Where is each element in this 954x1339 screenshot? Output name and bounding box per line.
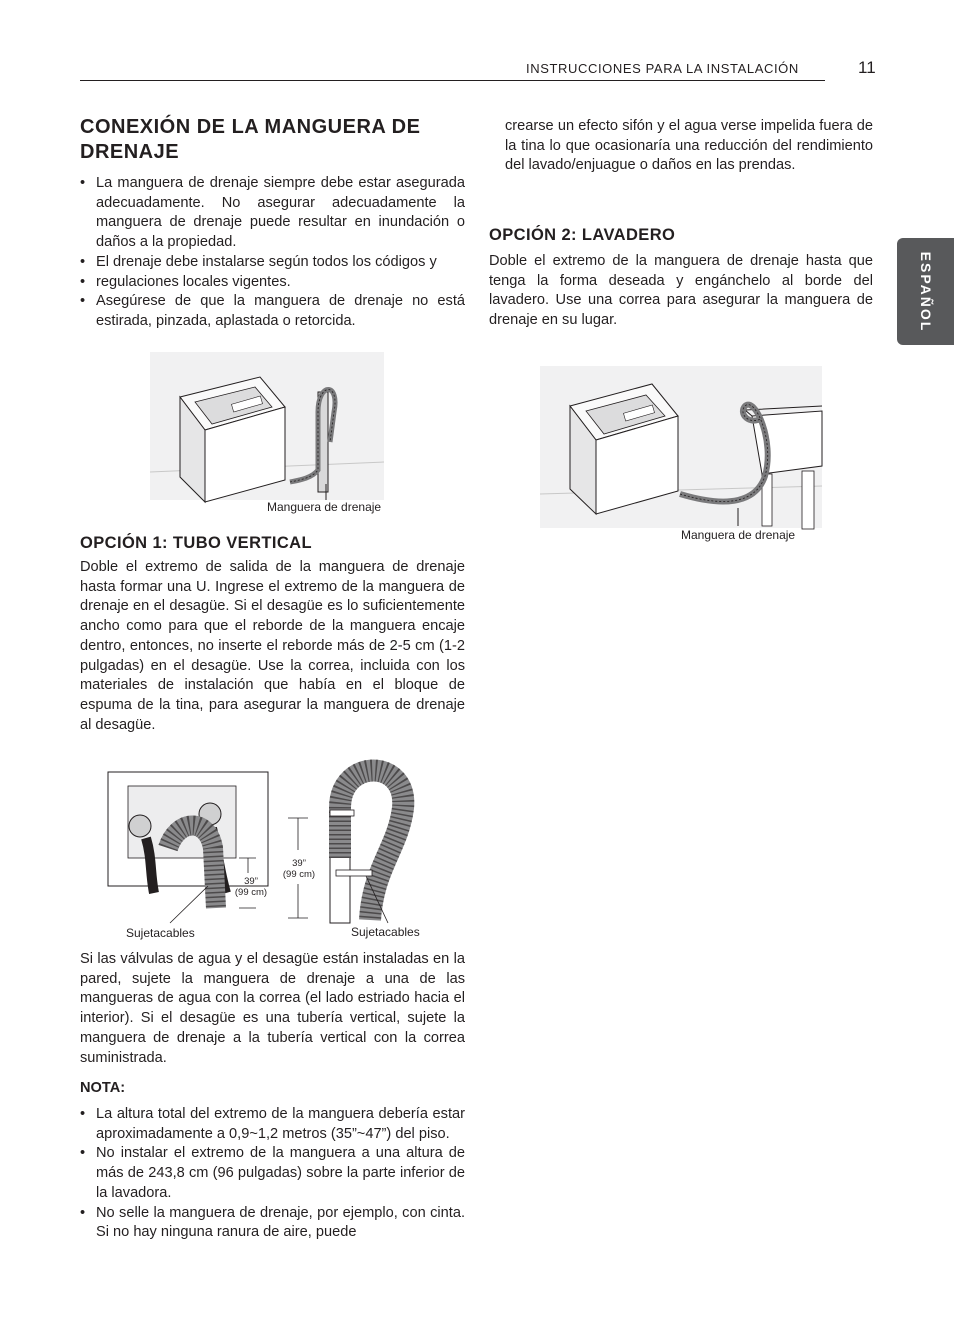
option1-after-text: Si las válvulas de agua y el desagüe están instaladas en la pared, sujete la manguera de drenaje a una de las mangueras de agua con la correa (el lado estriado hacia el interior). Si el desagüe es una tubería vertical, sujete la manguera de drenaje a la tubería vertical con la correa suministrada. (80, 951, 465, 1066)
option2-text: Doble el extremo de la manguera de drenaje hasta que tenga la forma deseada y engánchelo al borde del lavadero. Use una correa para asegurar la manguera de drenaje en su lugar. (489, 253, 873, 329)
figure3-dim-right-cm: (99 cm) (282, 869, 316, 880)
list-item: • La manguera de drenaje siempre debe estar asegurada adecuadamente. No asegurar adecuadamente la manguera de drenaje puede resultar en inundación o daños a la propiedad. (80, 174, 465, 253)
section-heading (80, 115, 470, 165)
washer-laundry-tub-illustration (540, 366, 822, 531)
hose-clamp-illustration (108, 758, 468, 923)
list-item: • No instalar el extremo de la manguera a una altura de más de 243,8 cm (96 pulgadas) sobre la parte inferior de la lavadora. (80, 1144, 465, 1203)
page-number: 11 (858, 58, 876, 77)
figure3-dim-right-in: 39” (292, 858, 306, 869)
figure3-dimension-right (276, 858, 322, 880)
option2-title: OPCIÓN 2: LAVADERO (489, 226, 676, 244)
figure3-caption-right: Sujetacables (351, 925, 420, 939)
option1-title: OPCIÓN 1: TUBO VERTICAL (80, 534, 312, 552)
washer-standpipe-illustration (150, 352, 390, 512)
language-tab-label: ESPAÑOL (917, 251, 934, 332)
continuation-text: crearse un efecto sifón y el agua verse impelida fuera de la tina lo que ocasionaría una reducción del rendimiento del lavado/enjuague o daños en las prendas. (505, 118, 873, 174)
header-title: INSTRUCCIONES PARA LA INSTALACIÓN (526, 61, 799, 76)
figure3-caption-left: Sujetacables (126, 926, 195, 940)
option1-text: Doble el extremo de salida de la manguera de drenaje hasta formar una U. Ingrese el extremo de la manguera de drenaje en el desagüe. Si el desagüe es lo suficientemente ancho como para que el reborde de la manguera encaje dentro, entonces, no inserte el reborde más de 2-5 cm (1-2 pulgadas) en el desagüe. Use la correa, incluida con los materiales de instalación que había en el bloque de espuma de la tina, para asegurar la manguera de drenaje al desagüe. (80, 559, 465, 733)
note-title: NOTA: (80, 1080, 126, 1096)
figure2-caption: Manguera de drenaje (681, 528, 796, 542)
list-item: • El drenaje debe instalarse según todos los códigos y (80, 253, 465, 273)
list-item: • La altura total del extremo de la manguera debería estar aproximadamente a 0,9~1,2 metros (35”~47”) del piso. (80, 1105, 465, 1144)
list-item: • Asegúrese de que la manguera de drenaje no está estirada, pinzada, aplastada o retorcida. (80, 292, 465, 331)
list-item: • No selle la manguera de drenaje, por ejemplo, con cinta. Si no hay ninguna ranura de aire, puede (80, 1204, 465, 1243)
list-item: • regulaciones locales vigentes. (80, 273, 465, 293)
header-rule (80, 80, 825, 81)
figure3-dim-left-in: 39” (244, 876, 258, 887)
figure1-caption: Manguera de drenaje (267, 500, 382, 514)
section-title-line1: CONEXIÓN DE LA MANGUERA DE (80, 116, 421, 138)
section-bullets (80, 174, 465, 332)
figure3-dim-left-cm: (99 cm) (234, 887, 268, 898)
language-tab (897, 238, 954, 345)
figure3-dimension-left (228, 876, 274, 898)
note-bullets (80, 1105, 465, 1243)
section-title-line2: DRENAJE (80, 141, 180, 163)
